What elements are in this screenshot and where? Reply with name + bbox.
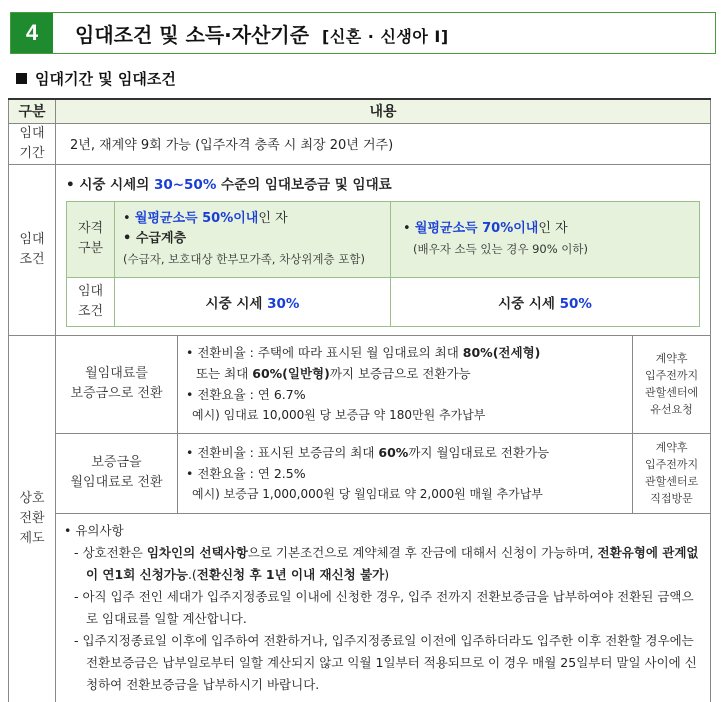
conversion-desc-1 <box>178 335 633 433</box>
conversion-desc-2 <box>178 433 633 513</box>
conditions-intro <box>66 173 700 193</box>
conv2-line1-bold: 60% <box>378 444 409 460</box>
section-subtitle: [신혼 · 신생아 I] <box>322 26 449 46</box>
conv1-line1-bold: 80%(전세형) <box>462 345 541 360</box>
left-line1-pre: • <box>123 211 135 226</box>
header-category: 구분 <box>9 99 56 123</box>
qualification-right <box>391 201 700 277</box>
intro-pre: • 시중 시세의 <box>66 176 154 193</box>
rent-left <box>115 277 391 326</box>
conversion-location-1: 계약후 입주전까지 관할센터에 유선요청 <box>633 335 711 433</box>
header-content: 내용 <box>56 99 711 123</box>
period-text: 2년, 재계약 9회 가능 (입주자격 충족 시 최장 20년 거주) <box>56 123 711 164</box>
qualification-label: 자격 구분 <box>67 201 115 277</box>
note1-pre: - 상호전환은 <box>74 544 147 560</box>
left-line3: (수급자, 보호대상 한부모가족, 차상위계층 포함) <box>123 252 365 266</box>
note1-bold2: 전환유형에 관계없이 연1회 신청가능 <box>86 544 699 582</box>
conditions-cell <box>56 164 711 335</box>
note1-mid2: .( <box>187 566 197 582</box>
section-header <box>10 12 716 54</box>
conversion-label: 상호 전환 제도 <box>9 335 56 702</box>
conv1-line1-pre: • 전환비율 : 주택에 따라 표시된 월 임대료의 최대 <box>186 345 463 360</box>
conv1-line2-post: 까지 보증금으로 전환가능 <box>329 366 471 381</box>
conv1-line3: • 전환요율 : 연 6.7% <box>186 387 306 402</box>
qualification-left <box>115 201 391 277</box>
left-line1-post: 인 자 <box>258 211 288 226</box>
rent-right <box>391 277 700 326</box>
conv1-line4: 예시) 임대료 10,000원 당 보증금 약 180만원 추가납부 <box>192 408 486 422</box>
note-2: - 아직 입주 전인 세대가 입주지정종료일 이내에 신청한 경우, 입주 전까지 전환보증금을 납부하여야 전환된 금액으로 임대료를 일할 계산합니다. <box>74 588 694 626</box>
section-number: 4 <box>11 13 53 53</box>
section-title <box>75 19 449 48</box>
square-bullet-icon <box>16 73 27 84</box>
conversion-type-1: 월임대료를 보증금으로 전환 <box>56 335 178 433</box>
conv1-line2-pre: 또는 최대 <box>196 366 253 381</box>
left-rate-pre: 시중 시세 <box>205 295 268 312</box>
rent-label: 임대 조건 <box>67 277 115 326</box>
subheading <box>16 68 176 89</box>
section-title-text: 임대조건 및 소득·자산기준 <box>75 22 310 47</box>
note1-end: ) <box>384 566 390 582</box>
note1-bold1: 임차인의 선택사항 <box>146 544 248 560</box>
intro-post: 수준의 임대보증금 및 임대료 <box>216 176 392 193</box>
right-line1-post: 인 자 <box>538 221 568 236</box>
right-rate-highlight: 50% <box>559 295 592 312</box>
right-line1-highlight: 월평균소득 70%이내 <box>414 221 539 236</box>
note-3: - 입주지정종료일 이후에 입주하여 전환하거나, 입주지정종료일 이전에 입주하더라도 입주한 이후 전환할 경우에는 전환보증금은 납부일로부터 일할 계산되지 않고 익월 1일부터 적용되므로 이 경우 매월 25일부터 말일 사이에 신청하여 전환보증금을 납부하시기 바랍니다. <box>74 632 697 692</box>
period-label: 임대 기간 <box>9 123 56 164</box>
conv1-line2-bold: 60%(일반형) <box>252 366 330 381</box>
notes-title: • 유의사항 <box>64 522 124 538</box>
conditions-label: 임대 조건 <box>9 164 56 335</box>
intro-highlight: 30~50% <box>153 176 217 193</box>
conv2-line3: 예시) 보증금 1,000,000원 당 월임대료 약 2,000원 매월 추가납부 <box>192 486 543 501</box>
conv2-line1-pre: • 전환비율 : 표시된 보증금의 최대 <box>186 444 379 460</box>
conditions-inner-table <box>66 201 700 327</box>
left-rate-highlight: 30% <box>267 295 300 312</box>
rent-conditions-table <box>8 98 711 702</box>
conversion-type-2: 보증금을 월임대료로 전환 <box>56 433 178 513</box>
left-line1-highlight: 월평균소득 50%이내 <box>134 211 259 226</box>
right-line2: (배우자 소득 있는 경우 90% 이하) <box>413 242 589 256</box>
subheading-text: 임대기간 및 임대조건 <box>35 70 176 88</box>
notes-cell <box>56 513 711 702</box>
right-rate-pre: 시중 시세 <box>498 295 560 312</box>
conversion-location-2: 계약후 입주전까지 관할센터로 직접방문 <box>633 433 711 513</box>
right-line1-pre: • <box>403 221 415 236</box>
note1-mid: 으로 기본조건으로 계약체결 후 잔금에 대해서 신청이 가능하며, <box>247 544 598 560</box>
note1-bold3: 전환신청 후 1년 이내 재신청 불가 <box>196 566 385 582</box>
conv2-line2: • 전환요율 : 연 2.5% <box>186 465 306 481</box>
left-line2: • 수급계층 <box>123 231 187 246</box>
note-1 <box>64 542 702 586</box>
conv2-line1-post: 까지 월임대료로 전환가능 <box>408 444 550 460</box>
